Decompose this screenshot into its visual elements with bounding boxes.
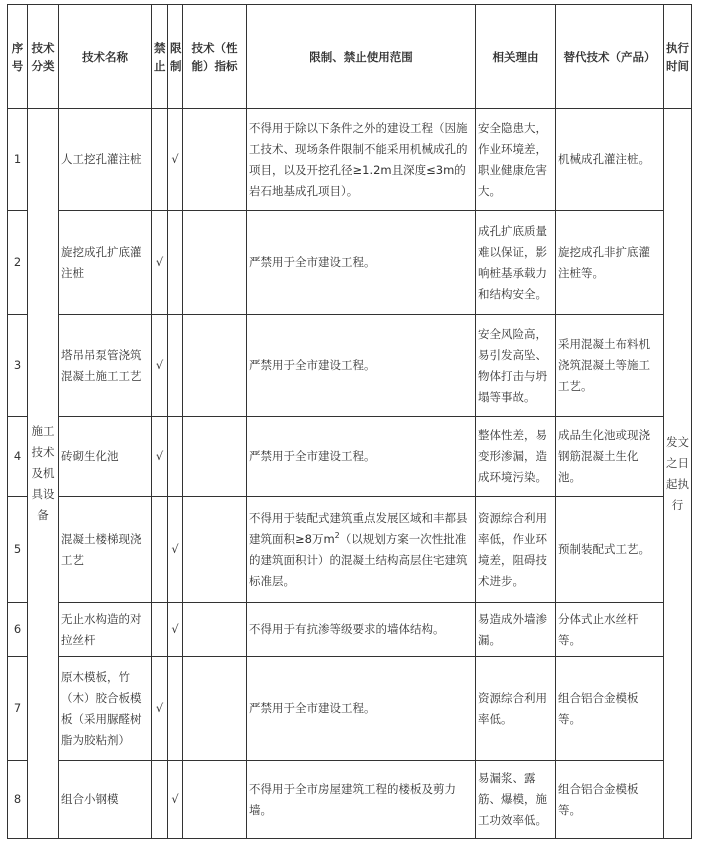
row-indicator bbox=[183, 497, 247, 603]
row-ban: √ bbox=[152, 657, 168, 761]
row-scope bbox=[247, 497, 476, 603]
row-indicator bbox=[183, 109, 247, 211]
header-indicator: 技术（性能）指标 bbox=[183, 5, 247, 109]
header-reason: 相关理由 bbox=[476, 5, 556, 109]
row-name: 塔吊吊泵管浇筑混凝土施工工艺 bbox=[59, 315, 152, 417]
row-indicator bbox=[183, 417, 247, 497]
row-alternative: 成品生化池或现浇钢筋混凝土生化池。 bbox=[556, 417, 664, 497]
row-indicator bbox=[183, 657, 247, 761]
row-reason: 成孔扩底质量难以保证，影响桩基承载力和结构安全。 bbox=[476, 211, 556, 315]
row-alternative: 旋挖成孔非扩底灌注桩等。 bbox=[556, 211, 664, 315]
table-row bbox=[8, 417, 692, 497]
row-indicator bbox=[183, 761, 247, 839]
row-seq: 2 bbox=[8, 211, 28, 315]
table-row bbox=[8, 109, 692, 211]
row-reason: 安全风险高，易引发高坠、物体打击与坍塌等事故。 bbox=[476, 315, 556, 417]
row-limit: √ bbox=[168, 603, 183, 657]
row-seq: 8 bbox=[8, 761, 28, 839]
header-ban: 禁止 bbox=[152, 5, 168, 109]
row-scope: 严禁用于全市建设工程。 bbox=[247, 417, 476, 497]
row-name: 人工挖孔灌注桩 bbox=[59, 109, 152, 211]
row-reason: 易漏浆、露筋、爆模，施工功效率低。 bbox=[476, 761, 556, 839]
row-name: 砖砌生化池 bbox=[59, 417, 152, 497]
row-limit bbox=[168, 315, 183, 417]
row-reason: 资源综合利用率低。 bbox=[476, 657, 556, 761]
row-ban bbox=[152, 109, 168, 211]
row-name: 原木模板，竹（木）胶合板模板（采用脲醛树脂为胶粘剂） bbox=[59, 657, 152, 761]
header-seq: 序号 bbox=[8, 5, 28, 109]
table-row bbox=[8, 603, 692, 657]
row-seq: 4 bbox=[8, 417, 28, 497]
row-name: 组合小钢模 bbox=[59, 761, 152, 839]
header-scope: 限制、禁止使用范围 bbox=[247, 5, 476, 109]
row-scope: 不得用于全市房屋建筑工程的楼板及剪力墙。 bbox=[247, 761, 476, 839]
row-name: 无止水构造的对拉丝杆 bbox=[59, 603, 152, 657]
scope-superscript: 2 bbox=[334, 530, 340, 540]
row-reason: 整体性差，易变形渗漏，造成环境污染。 bbox=[476, 417, 556, 497]
table-row bbox=[8, 761, 692, 839]
row-ban bbox=[152, 761, 168, 839]
row-seq: 5 bbox=[8, 497, 28, 603]
row-ban bbox=[152, 497, 168, 603]
row-alternative: 组合铝合金模板等。 bbox=[556, 657, 664, 761]
table-row bbox=[8, 315, 692, 417]
table-row bbox=[8, 211, 692, 315]
row-seq: 6 bbox=[8, 603, 28, 657]
category-cell: 施工技术及机具设备 bbox=[28, 109, 59, 839]
row-alternative: 组合铝合金模板等。 bbox=[556, 761, 664, 839]
row-scope: 严禁用于全市建设工程。 bbox=[247, 315, 476, 417]
header-category: 技术分类 bbox=[28, 5, 59, 109]
row-name: 旋挖成孔扩底灌注桩 bbox=[59, 211, 152, 315]
row-seq: 1 bbox=[8, 109, 28, 211]
exec-time-cell: 发文之日起执行 bbox=[664, 109, 692, 839]
row-alternative: 预制装配式工艺。 bbox=[556, 497, 664, 603]
row-ban bbox=[152, 603, 168, 657]
row-ban: √ bbox=[152, 417, 168, 497]
row-alternative: 机械成孔灌注桩。 bbox=[556, 109, 664, 211]
regulation-table bbox=[7, 4, 692, 839]
row-limit bbox=[168, 211, 183, 315]
row-limit bbox=[168, 417, 183, 497]
row-alternative: 分体式止水丝杆等。 bbox=[556, 603, 664, 657]
row-indicator bbox=[183, 211, 247, 315]
row-scope: 不得用于除以下条件之外的建设工程（因施工技术、现场条件限制不能采用机械成孔的项目，以及开挖孔径≥1.2m且深度≤3m的岩石地基成孔项目）。 bbox=[247, 109, 476, 211]
row-scope: 严禁用于全市建设工程。 bbox=[247, 657, 476, 761]
row-alternative: 采用混凝土布料机浇筑混凝土等施工工艺。 bbox=[556, 315, 664, 417]
row-limit: √ bbox=[168, 761, 183, 839]
row-reason: 易造成外墙渗漏。 bbox=[476, 603, 556, 657]
row-name: 混凝土楼梯现浇工艺 bbox=[59, 497, 152, 603]
row-indicator bbox=[183, 603, 247, 657]
row-seq: 7 bbox=[8, 657, 28, 761]
row-ban: √ bbox=[152, 315, 168, 417]
header-exec-time: 执行时间 bbox=[664, 5, 692, 109]
row-limit: √ bbox=[168, 109, 183, 211]
header-alternative: 替代技术（产品） bbox=[556, 5, 664, 109]
row-limit bbox=[168, 657, 183, 761]
row-indicator bbox=[183, 315, 247, 417]
row-ban: √ bbox=[152, 211, 168, 315]
table-row bbox=[8, 657, 692, 761]
scope-text-post: （以规划方案一次性批准的建筑面积计）的混凝土结构高层住宅建筑标准层。 bbox=[249, 531, 468, 588]
row-scope: 严禁用于全市建设工程。 bbox=[247, 211, 476, 315]
row-reason: 安全隐患大，作业环境差，职业健康危害大。 bbox=[476, 109, 556, 211]
table-row bbox=[8, 497, 692, 603]
header-name: 技术名称 bbox=[59, 5, 152, 109]
row-scope: 不得用于有抗渗等级要求的墙体结构。 bbox=[247, 603, 476, 657]
header-row bbox=[8, 5, 692, 109]
row-reason: 资源综合利用率低，作业环境差，阻碍技术进步。 bbox=[476, 497, 556, 603]
row-limit: √ bbox=[168, 497, 183, 603]
header-limit: 限制 bbox=[168, 5, 183, 109]
row-seq: 3 bbox=[8, 315, 28, 417]
scope-text-pre: 不得用于装配式建筑重点发展区域和丰都县建筑面积≥8万m bbox=[249, 510, 468, 546]
